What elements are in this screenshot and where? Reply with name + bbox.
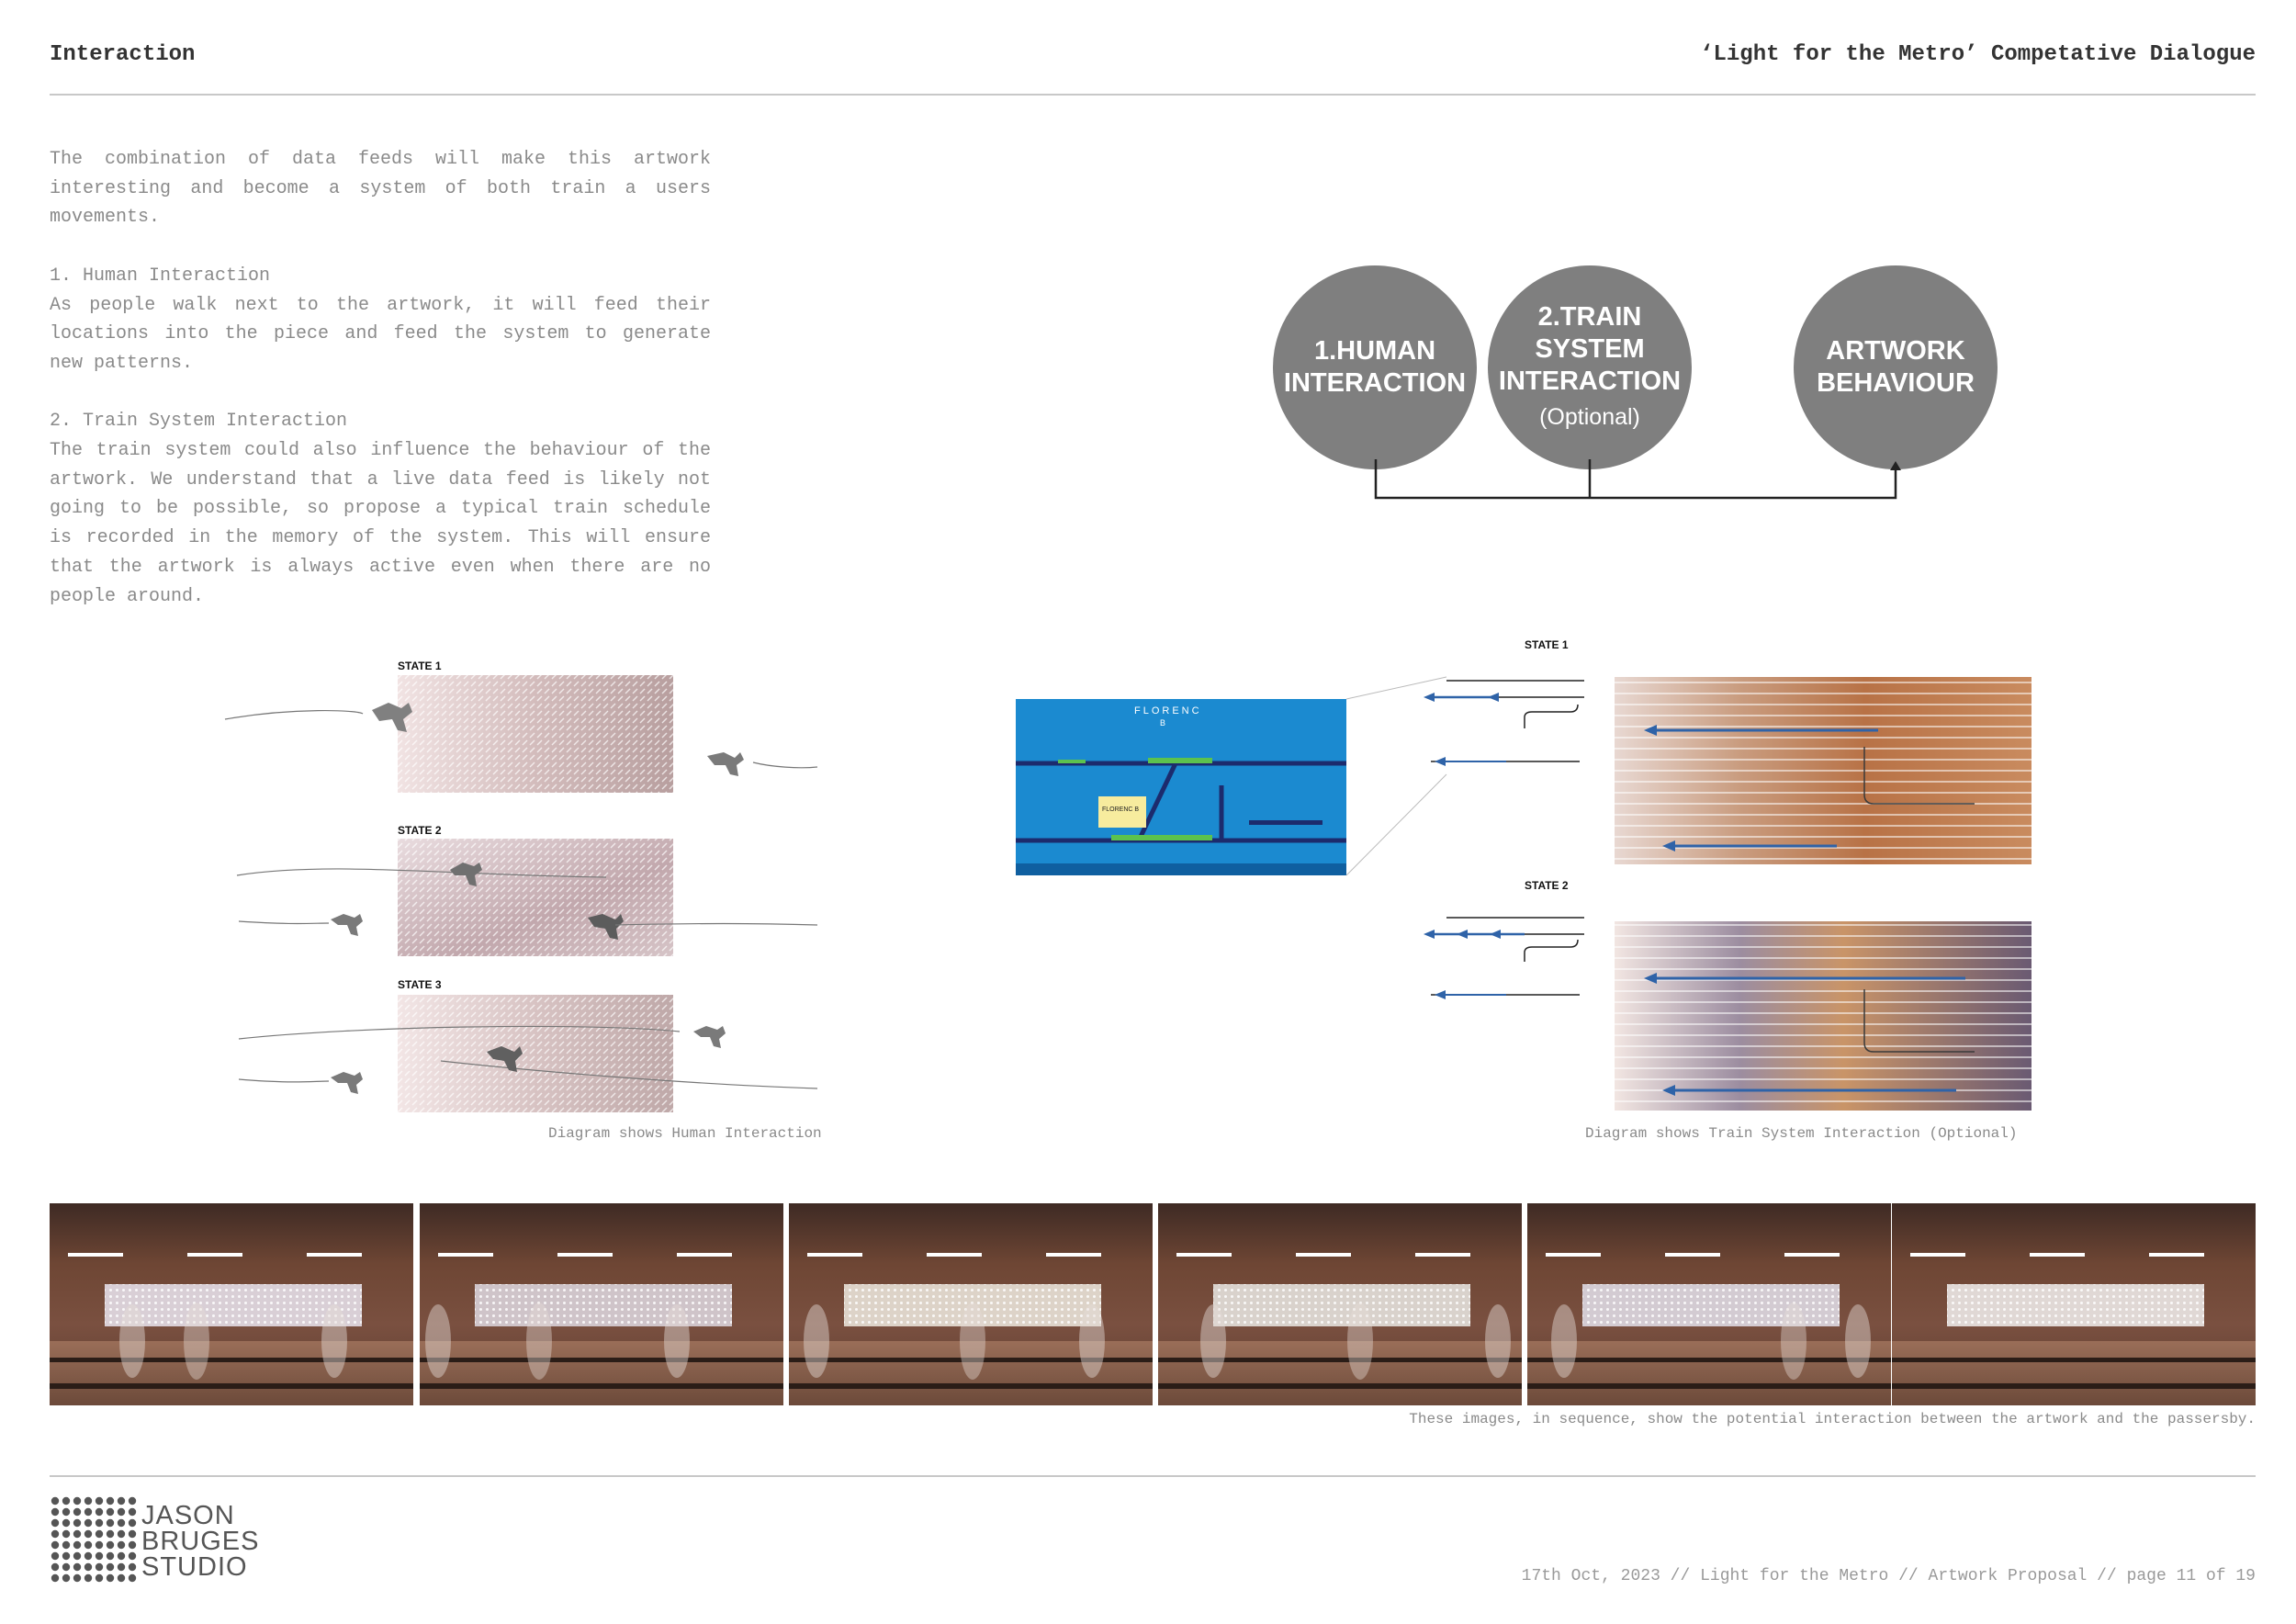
logo-dot — [107, 1574, 114, 1582]
logo-dot — [107, 1552, 114, 1560]
logo-dot — [107, 1508, 114, 1516]
logo-dot — [107, 1563, 114, 1571]
logo-dot — [62, 1563, 70, 1571]
intro-text — [50, 145, 711, 611]
train-text: The train system could also influence the behaviour of the artwork. We understand that a live data feed is likely not going to be possible, so propose a typical train schedule is recorded in the memory of the system. This will ensure that the artwork is always active even when there are no people around. — [50, 440, 711, 607]
svg-text:FLORENC B: FLORENC B — [1102, 806, 1140, 813]
logo-word-jason: JASON — [141, 1501, 235, 1530]
logo-word-studio: STUDIO — [141, 1552, 248, 1582]
logo-dot — [62, 1541, 70, 1549]
human-interaction-diagram — [220, 666, 827, 1125]
optional-note: (Optional) — [1539, 404, 1640, 430]
logo-dot — [118, 1574, 125, 1582]
intro-paragraph: The combination of data feeds will make this artwork interesting and become a system of both train a users movements. — [50, 149, 711, 229]
logo-dot — [129, 1574, 136, 1582]
section-title: Interaction — [50, 42, 196, 67]
logo-dot — [118, 1563, 125, 1571]
logo-dot — [51, 1552, 59, 1560]
logo-dot — [84, 1519, 92, 1527]
header-divider — [50, 94, 2256, 96]
train-interaction-diagram — [1010, 666, 2039, 1116]
train-interaction-circle — [1488, 265, 1692, 469]
logo-dot — [73, 1563, 81, 1571]
logo-dot — [73, 1574, 81, 1582]
person-figure — [331, 914, 363, 936]
station-name: FLORENC — [1134, 705, 1202, 716]
train-heading: 2. Train System Interaction — [50, 411, 348, 433]
logo-dot — [118, 1497, 125, 1505]
logo-dot — [84, 1563, 92, 1571]
circle-label: ARTWORK BEHAVIOUR — [1817, 336, 1975, 398]
sequence-image-5 — [1527, 1203, 1891, 1405]
sequence-image-1 — [50, 1203, 413, 1405]
logo-dot — [51, 1574, 59, 1582]
train-state2-label: STATE 2 — [1525, 879, 1569, 892]
logo-dot — [51, 1519, 59, 1527]
human-heading: 1. Human Interaction — [50, 265, 271, 287]
logo-dot — [84, 1574, 92, 1582]
logo-dot — [73, 1519, 81, 1527]
logo-dot — [129, 1519, 136, 1527]
logo-word-bruges: BRUGES — [141, 1527, 260, 1556]
metro-control-screen — [1016, 699, 1346, 875]
logo-dot — [73, 1541, 81, 1549]
logo-dot — [62, 1508, 70, 1516]
logo-dot — [84, 1541, 92, 1549]
logo-dot — [73, 1497, 81, 1505]
logo-dot — [96, 1574, 103, 1582]
logo-dot — [129, 1530, 136, 1538]
logo-dot — [96, 1563, 103, 1571]
train-state1-label: STATE 1 — [1525, 638, 1569, 651]
logo-dot — [107, 1541, 114, 1549]
logo-dot — [84, 1530, 92, 1538]
logo-dot — [96, 1497, 103, 1505]
logo-dot — [84, 1508, 92, 1516]
station-sub: B — [1160, 718, 1166, 727]
logo-dot — [62, 1497, 70, 1505]
logo-dot — [62, 1530, 70, 1538]
logo-dot — [62, 1519, 70, 1527]
logo-dot — [73, 1508, 81, 1516]
logo-dot — [129, 1563, 136, 1571]
artwork-behaviour-circle — [1794, 265, 1998, 469]
footer-meta: 17th Oct, 2023 // Light for the Metro // Artwork Proposal // page 11 of 19 — [1521, 1567, 2256, 1585]
logo-dot — [51, 1497, 59, 1505]
logo-dot — [62, 1574, 70, 1582]
logo-dot — [118, 1541, 125, 1549]
sequence-image-3 — [789, 1203, 1153, 1405]
logo-dot — [118, 1530, 125, 1538]
logo-dot — [107, 1530, 114, 1538]
logo-dot — [73, 1552, 81, 1560]
logo-dot — [118, 1508, 125, 1516]
logo-dot — [96, 1530, 103, 1538]
footer-divider — [50, 1475, 2256, 1477]
logo-dot — [84, 1552, 92, 1560]
logo-dot — [51, 1530, 59, 1538]
person-figure — [693, 1026, 726, 1048]
person-figure — [331, 1072, 363, 1094]
human-state3-label: STATE 3 — [398, 978, 442, 991]
logo-dot — [51, 1508, 59, 1516]
circle-label: 1.HUMAN INTERACTION — [1283, 336, 1467, 398]
logo-dot — [96, 1519, 103, 1527]
document-title: ‘Light for the Metro’ Competative Dialogue — [1700, 42, 2256, 67]
person-figure — [707, 752, 744, 776]
logo-dot — [129, 1552, 136, 1560]
logo-dot — [96, 1508, 103, 1516]
logo-dot — [96, 1552, 103, 1560]
flow-connector — [1359, 459, 1910, 505]
logo-dot — [129, 1508, 136, 1516]
circle-label: 2.TRAIN SYSTEM INTERACTION — [1498, 302, 1682, 396]
logo-dot — [73, 1530, 81, 1538]
logo-dot — [107, 1519, 114, 1527]
sequence-caption: These images, in sequence, show the potential interaction between the artwork and the passersby. — [1409, 1411, 2256, 1427]
logo-dot-grid — [50, 1495, 138, 1584]
sequence-image-2 — [420, 1203, 783, 1405]
logo-dot — [107, 1497, 114, 1505]
train-diagram-caption: Diagram shows Train System Interaction (Optional) — [1585, 1125, 2018, 1142]
human-state2-label: STATE 2 — [398, 824, 442, 837]
logo-dot — [118, 1552, 125, 1560]
logo-dot — [51, 1563, 59, 1571]
sequence-image-4 — [1158, 1203, 1522, 1405]
logo-dot — [62, 1552, 70, 1560]
sequence-image-6 — [1892, 1203, 2256, 1405]
logo-dot — [84, 1497, 92, 1505]
logo-dot — [129, 1541, 136, 1549]
logo-dot — [96, 1541, 103, 1549]
human-interaction-circle — [1273, 265, 1477, 469]
human-state1-label: STATE 1 — [398, 660, 442, 672]
logo-dot — [129, 1497, 136, 1505]
human-diagram-caption: Diagram shows Human Interaction — [548, 1125, 822, 1142]
logo-dot — [118, 1519, 125, 1527]
logo-dot — [51, 1541, 59, 1549]
human-text: As people walk next to the artwork, it will feed their locations into the piece and feed the system to generate new patterns. — [50, 294, 711, 374]
